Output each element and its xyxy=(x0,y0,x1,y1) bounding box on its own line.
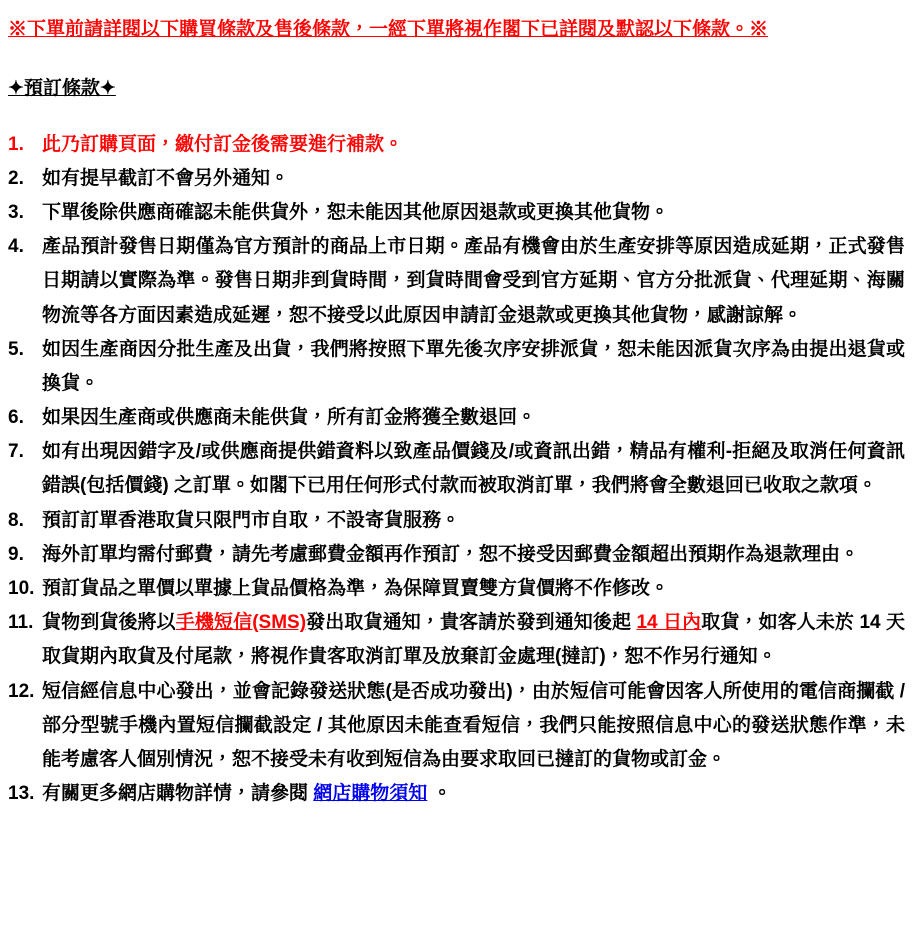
term-number: 1. xyxy=(8,133,24,155)
term-number: 12. xyxy=(8,680,35,702)
term-text xyxy=(42,162,905,196)
text-segment: 下單後除供應商確認未能供貨外，恕未能因其他原因退款或更換其他貨物。 xyxy=(42,201,670,223)
term-item-11 xyxy=(8,606,905,674)
term-item-2 xyxy=(8,162,905,196)
term-text xyxy=(42,606,905,674)
text-segment: 如因生產商因分批生產及出貨，我們將按照下單先後次序安排派貨，恕未能因派貨次序為由提出退貨或換貨。 xyxy=(42,338,905,394)
term-number: 11. xyxy=(8,612,34,634)
term-item-5 xyxy=(8,333,905,401)
term-number: 13. xyxy=(8,783,35,805)
term-number: 6. xyxy=(8,407,24,429)
term-text xyxy=(42,504,905,538)
term-text xyxy=(42,675,905,778)
term-text xyxy=(42,572,905,606)
text-segment: 短信經信息中心發出，並會記錄發送狀態(是否成功發出)，由於短信可能會因客人所使用的電信商攔截 / 部分型號手機內置短信攔截設定 / 其他原因未能查看短信，我們只能按照信息中心的發送狀態作準，未能考慮客人個別情況，恕不接受未有收到短信為由要求取回已撻訂的貨物或訂金。 xyxy=(42,680,905,770)
term-item-12 xyxy=(8,675,905,778)
term-number: 5. xyxy=(8,338,24,360)
pickup-deadline-emphasis: 14 日內 xyxy=(636,612,702,634)
term-text xyxy=(42,401,905,435)
section-header-preorder-terms: ✦預訂條款✦ xyxy=(8,78,116,100)
term-item-6 xyxy=(8,401,905,435)
term-number: 3. xyxy=(8,201,24,223)
term-number: 7. xyxy=(8,441,24,463)
term-item-9 xyxy=(8,538,905,572)
term-item-13 xyxy=(8,777,905,811)
term-text xyxy=(42,333,905,401)
term-item-10 xyxy=(8,572,905,606)
text-segment: 如有出現因錯字及/或供應商提供錯資料以致產品價錢及/或資訊出錯，精品有權利-拒絕及取消任何資訊錯誤(包括價錢) 之訂單。如閣下已用任何形式付款而被取消訂單，我們將會全數退回已收取之款項。 xyxy=(42,441,905,497)
term-item-4 xyxy=(8,230,905,333)
text-segment: 此乃訂購頁面，繳付訂金後需要進行補款。 xyxy=(42,133,404,155)
term-item-7 xyxy=(8,435,905,503)
text-segment: 。 xyxy=(427,783,452,805)
terms-list xyxy=(8,128,905,812)
text-segment: 如果因生產商或供應商未能供貨，所有訂金將獲全數退回。 xyxy=(42,407,537,429)
text-segment: 貨物到貨後將以 xyxy=(42,612,176,634)
term-text xyxy=(42,435,905,503)
text-segment: 預訂貨品之單價以單據上貨品價格為準，為保障買賣雙方貨價將不作修改。 xyxy=(42,578,670,600)
term-text xyxy=(42,230,905,333)
store-shopping-guide-link[interactable]: 網店購物須知 xyxy=(313,783,428,805)
term-number: 10. xyxy=(8,578,35,600)
text-segment: 取貨，如客人未於 14 天取貨期內取貨及付尾款，將視作貴客取消訂單及放棄訂金處理(撻訂)，恕不作另行通知。 xyxy=(42,612,905,668)
text-segment: 有關更多網店購物詳情，請參閱 xyxy=(42,783,314,805)
term-number: 8. xyxy=(8,509,24,531)
term-text xyxy=(42,538,905,572)
term-number: 9. xyxy=(8,543,24,565)
term-item-8 xyxy=(8,504,905,538)
term-number: 4. xyxy=(8,236,24,258)
term-text xyxy=(42,777,905,811)
term-text xyxy=(42,196,905,230)
term-text xyxy=(42,128,905,162)
term-item-1 xyxy=(8,128,905,162)
text-segment: 海外訂單均需付郵費，請先考慮郵費金額再作預訂，恕不接受因郵費金額超出預期作為退款理由。 xyxy=(42,543,860,565)
page-title: ※下單前請詳閱以下購買條款及售後條款，一經下單將視作閣下已詳閱及默認以下條款。※ xyxy=(8,19,769,40)
text-segment: 發出取貨通知，貴客請於發到通知後起 xyxy=(306,612,637,634)
text-segment: 產品預計發售日期僅為官方預計的商品上市日期。產品有機會由於生產安排等原因造成延期，正式發售日期請以實際為準。發售日期非到貨時間，到貨時間會受到官方延期、官方分批派貨、代理延期、海關物流等各方面因素造成延遲，恕不接受以此原因申請訂金退款或更換其他貨物，感謝諒解。 xyxy=(42,236,905,326)
term-number: 2. xyxy=(8,167,24,189)
sms-notice-emphasis: 手機短信(SMS) xyxy=(175,612,307,634)
text-segment: 如有提早截訂不會另外通知。 xyxy=(42,167,290,189)
text-segment: 預訂訂單香港取貨只限門市自取，不設寄貨服務。 xyxy=(42,509,461,531)
term-item-3 xyxy=(8,196,905,230)
